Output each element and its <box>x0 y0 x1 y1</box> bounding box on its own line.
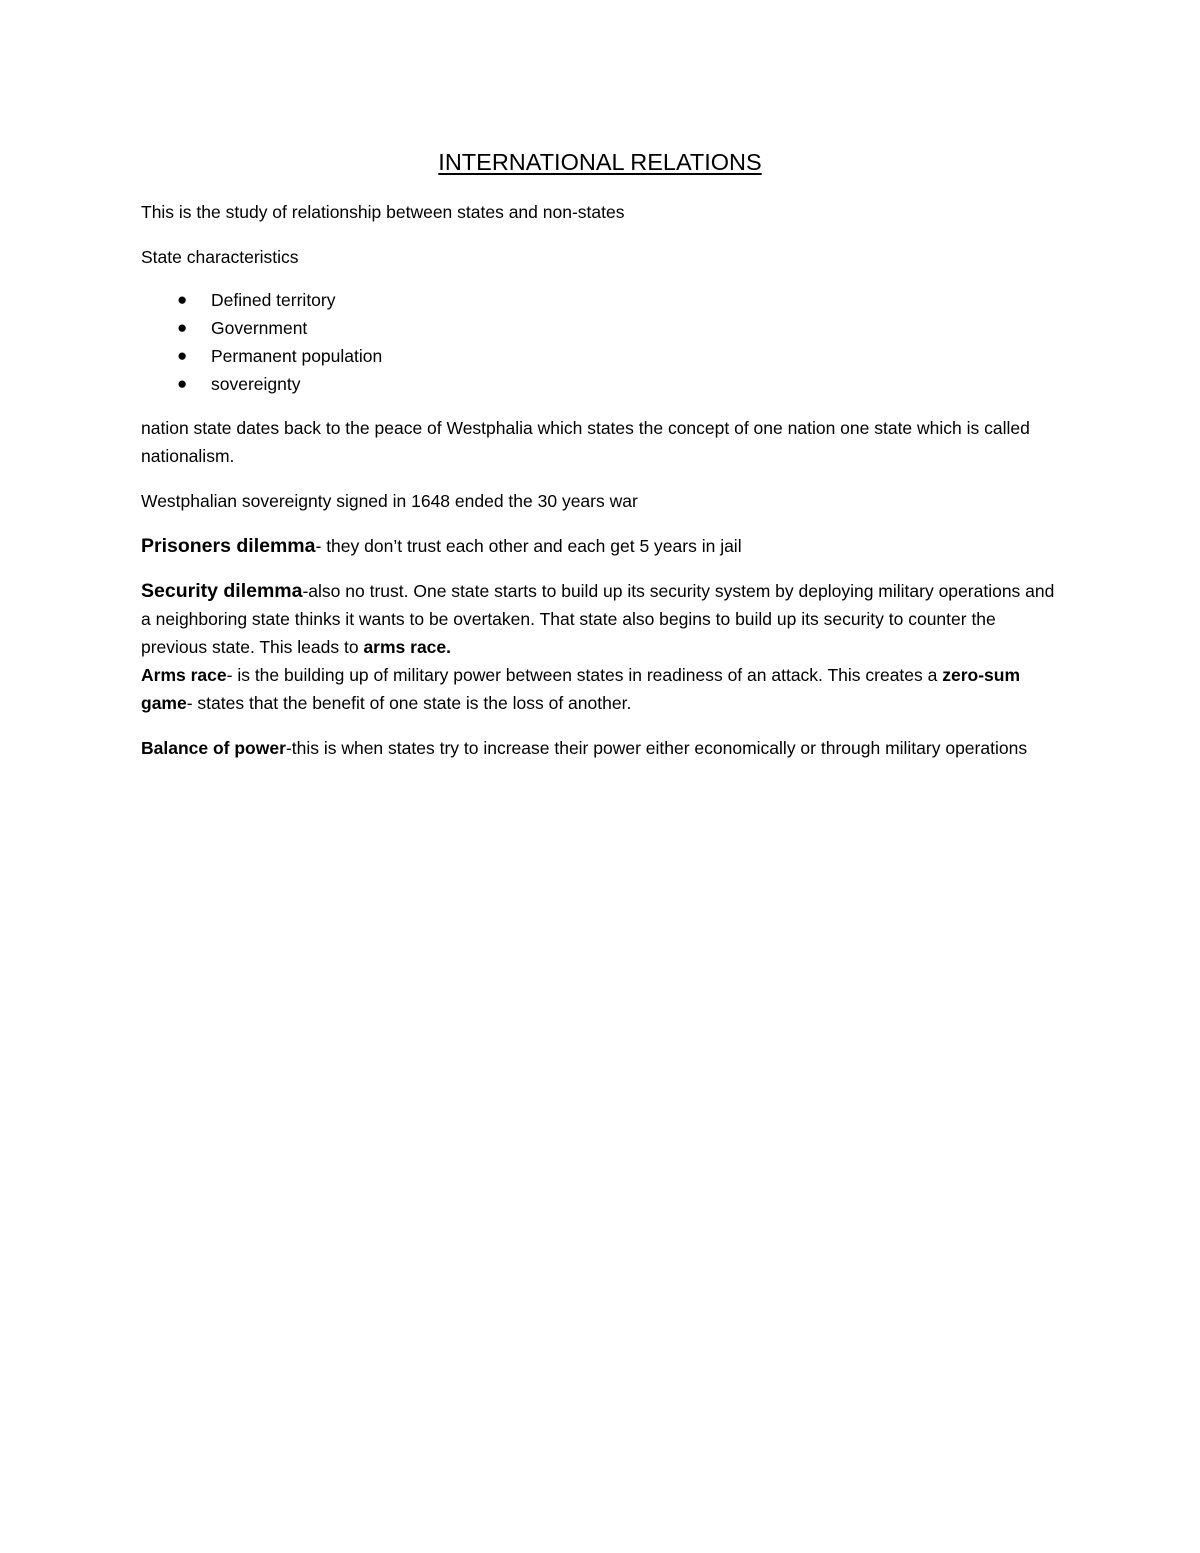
bullet-icon: ● <box>177 374 188 393</box>
document-title: INTERNATIONAL RELATIONS <box>438 149 762 175</box>
arms-race-after: - states that the benefit of one state is the loss of another. <box>186 693 632 713</box>
characteristics-list <box>141 286 1059 398</box>
zero-sum-game-term: zero-sum game <box>141 665 1021 713</box>
nation-state-paragraph: nation state dates back to the peace of Westphalia which states the concept of one nation one state which is called nationalism. <box>141 418 1030 466</box>
list-item <box>141 370 1059 398</box>
balance-of-power-term: Balance of power <box>141 738 286 758</box>
security-dilemma-term: Security dilemma <box>141 580 303 602</box>
list-item-label: Government <box>211 318 308 338</box>
arms-race-text: - is the building up of military power between states in readiness of an attack. This creates a <box>226 665 943 685</box>
characteristics-heading: State characteristics <box>141 247 299 267</box>
list-item-label: sovereignty <box>211 374 301 394</box>
bullet-icon: ● <box>177 290 188 309</box>
westphalian-paragraph: Westphalian sovereignty signed in 1648 ended the 30 years war <box>141 491 638 511</box>
list-item <box>141 314 1059 342</box>
prisoners-dilemma-term: Prisoners dilemma <box>141 535 316 557</box>
arms-race-paragraph <box>141 661 1059 717</box>
list-item-label: Permanent population <box>211 346 383 366</box>
balance-of-power-paragraph <box>141 734 1059 762</box>
security-dilemma-paragraph <box>141 577 1059 661</box>
bullet-icon: ● <box>177 318 188 337</box>
bullet-icon: ● <box>177 346 188 365</box>
prisoners-dilemma-text: - they don’t trust each other and each get 5 years in jail <box>315 536 742 556</box>
arms-race-term: Arms race <box>141 665 227 685</box>
intro-paragraph: This is the study of relationship between states and non-states <box>141 202 625 222</box>
security-dilemma-emphasis: arms race. <box>363 637 452 657</box>
prisoners-dilemma-paragraph <box>141 532 1059 560</box>
list-item <box>141 342 1059 370</box>
list-item-label: Defined territory <box>211 290 336 310</box>
security-dilemma-text: -also no trust. One state starts to build up its security system by deploying military operations and a neighboring state thinks it wants to be overtaken. That state also begins to build up its security to counter the previous state. This leads to <box>141 581 1055 657</box>
balance-of-power-text: -this is when states try to increase their power either economically or through military operations <box>285 738 1028 758</box>
list-item <box>141 286 1059 314</box>
document-body <box>141 146 1059 779</box>
